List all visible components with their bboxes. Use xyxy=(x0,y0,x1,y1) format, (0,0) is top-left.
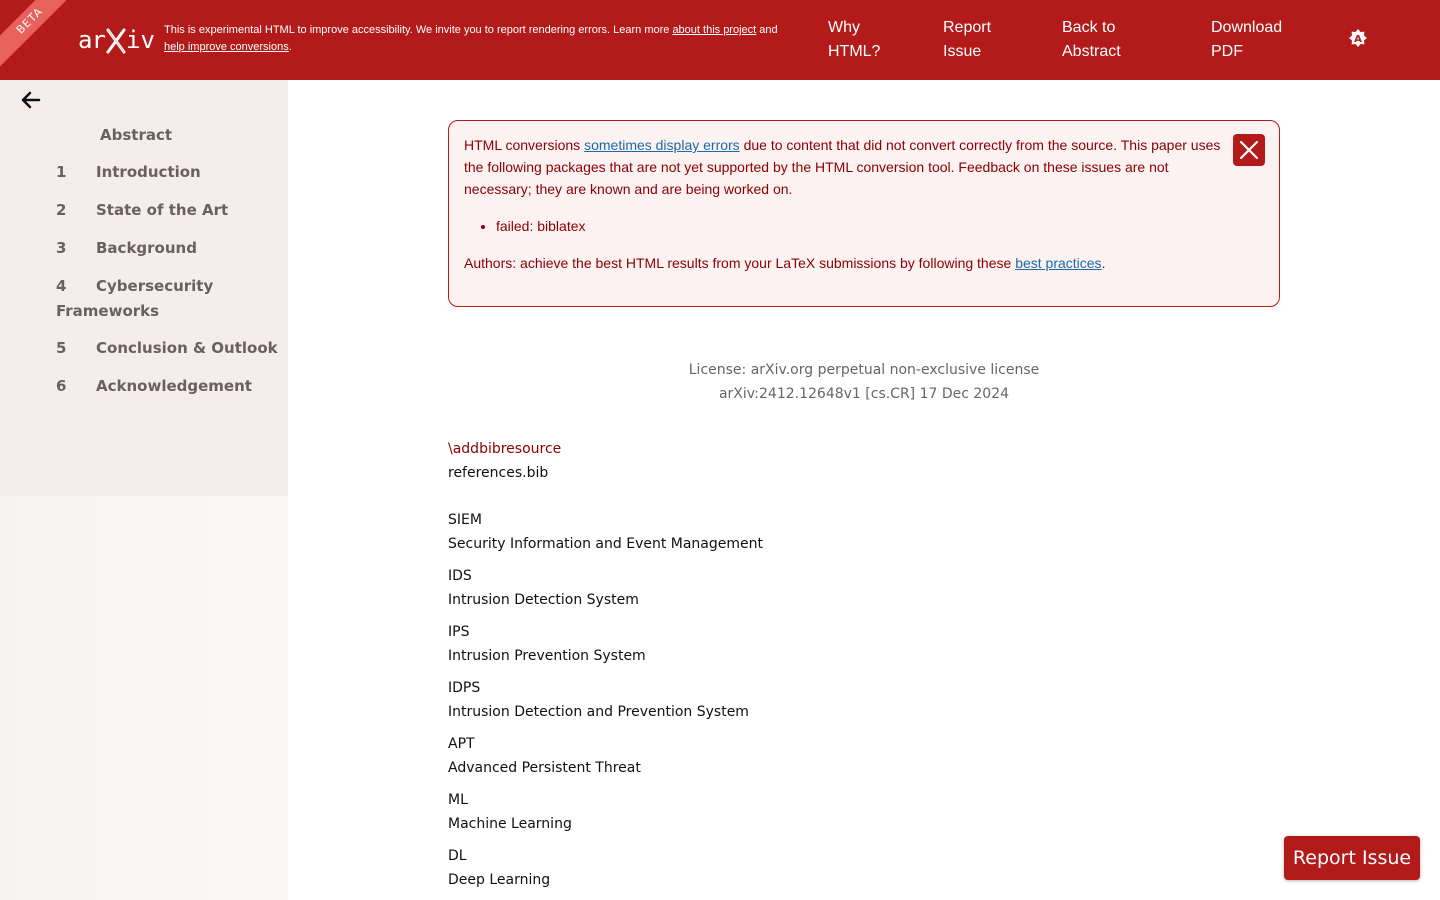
toc-label: Abstract xyxy=(100,126,173,144)
glossary-term: IDPS xyxy=(448,680,481,696)
glossary-term: APT xyxy=(448,736,475,752)
failed-package-item: • failed: biblatex xyxy=(496,215,1264,237)
report-issue-line1: Report xyxy=(943,19,992,36)
back-to-abstract-line1: Back to xyxy=(1062,19,1116,36)
conversion-errors-alert xyxy=(448,120,1280,307)
glossary-entry xyxy=(448,732,1148,788)
why-html-line1: Why xyxy=(828,19,860,36)
authors-end: . xyxy=(1101,255,1106,271)
glossary-definition: Intrusion Prevention System xyxy=(448,648,646,664)
close-alert-button[interactable] xyxy=(1233,134,1265,166)
glossary-term: DL xyxy=(448,848,467,864)
glossary-term: IPS xyxy=(448,624,470,640)
svg-text:ar: ar xyxy=(78,26,105,54)
toc-item-abstract[interactable] xyxy=(100,123,172,148)
toc-label: Introduction xyxy=(96,163,201,181)
glossary-entry xyxy=(448,844,1148,900)
download-pdf-link[interactable] xyxy=(1211,16,1282,64)
svg-text:iv: iv xyxy=(126,26,155,54)
toc-item-conclusion[interactable] xyxy=(56,336,278,361)
license-text: License: arXiv.org perpetual non-exclusive license xyxy=(688,362,1040,378)
download-pdf-line1: Download xyxy=(1211,19,1283,36)
glossary-entry xyxy=(448,508,1148,564)
bib-file: references.bib xyxy=(448,465,549,481)
glossary-entry xyxy=(448,676,1148,732)
help-improve-conversions-link[interactable]: help improve conversions xyxy=(164,41,289,53)
notice-text: This is experimental HTML to improve accessibility. We invite you to report rendering errors. Learn more xyxy=(164,24,673,36)
glossary-entry xyxy=(448,620,1148,676)
toc-label: Conclusion & Outlook xyxy=(96,339,278,357)
license-block xyxy=(448,358,1280,406)
glossary-entry xyxy=(448,788,1148,844)
failed-packages-list xyxy=(496,215,1264,237)
authors-message xyxy=(464,252,1224,274)
theme-toggle-icon[interactable] xyxy=(1348,28,1368,48)
authors-text: Authors: achieve the best HTML results from your LaTeX submissions by following these xyxy=(464,255,1016,271)
glossary-definition: Intrusion Detection System xyxy=(448,592,639,608)
glossary-definition: Advanced Persistent Threat xyxy=(448,760,641,776)
toc-number: 2 xyxy=(56,201,67,219)
glossary-entry xyxy=(448,564,1148,620)
glossary-definition: Deep Learning xyxy=(448,872,551,888)
bib-command: \addbibresource xyxy=(448,441,562,457)
sometimes-display-errors-link[interactable]: sometimes display errors xyxy=(584,137,740,153)
download-pdf-line2: PDF xyxy=(1211,43,1243,60)
close-icon xyxy=(1233,134,1265,166)
toc-item-acknowledgement[interactable] xyxy=(56,374,252,399)
arxiv-logo[interactable] xyxy=(78,22,155,58)
experimental-notice xyxy=(164,22,809,56)
glossary-term: SIEM xyxy=(448,512,482,528)
back-to-abstract-line2: Abstract xyxy=(1062,43,1121,60)
arrow-left-icon[interactable] xyxy=(20,90,42,110)
report-issue-line2: Issue xyxy=(943,43,982,60)
why-html-line2: HTML? xyxy=(828,43,881,60)
arxiv-identifier: arXiv:2412.12648v1 [cs.CR] 17 Dec 2024 xyxy=(718,386,1010,402)
toc-label: Background xyxy=(96,239,197,257)
toc-item-cybersecurity-frameworks[interactable] xyxy=(56,274,213,324)
back-to-abstract-link[interactable] xyxy=(1062,16,1121,64)
why-html-link[interactable] xyxy=(828,16,880,64)
alert-text-continued: due to content that did not convert correctly from the source. This paper uses the following packages that are not yet supported by the HTML conversion tool. Feedback on these issues are not necessary; they are known and are being worked on. xyxy=(464,137,1221,197)
report-issue-link[interactable] xyxy=(943,16,991,64)
alert-message xyxy=(464,134,1224,200)
toc-label-continued: Frameworks xyxy=(56,302,160,320)
glossary-term: ML xyxy=(448,792,468,808)
beta-ribbon: BETA xyxy=(0,0,80,71)
notice-end: . xyxy=(288,41,292,53)
toc-number: 1 xyxy=(56,163,67,181)
about-project-link[interactable]: about this project xyxy=(672,24,757,36)
toc-sidebar xyxy=(0,80,288,900)
notice-and: and xyxy=(756,24,778,36)
report-issue-button[interactable]: Report Issue xyxy=(1284,836,1420,880)
best-practices-link[interactable]: best practices xyxy=(1015,255,1102,271)
glossary-definition: Security Information and Event Management xyxy=(448,536,763,552)
toc-item-background[interactable] xyxy=(56,236,197,261)
toc-label: Acknowledgement xyxy=(96,377,252,395)
top-header-bar xyxy=(0,0,1440,80)
toc-number: 5 xyxy=(56,339,67,357)
toc-number: 6 xyxy=(56,377,67,395)
acronym-glossary xyxy=(448,508,1148,900)
toc-number: 3 xyxy=(56,239,67,257)
glossary-definition: Intrusion Detection and Prevention System xyxy=(448,704,749,720)
toc-label: Cybersecurity xyxy=(96,277,214,295)
glossary-definition: Machine Learning xyxy=(448,816,572,832)
alert-text: HTML conversions xyxy=(464,137,585,153)
glossary-term: IDS xyxy=(448,568,472,584)
toc-item-introduction[interactable] xyxy=(56,160,201,185)
toc-item-state-of-the-art[interactable] xyxy=(56,198,228,223)
toc-number: 4 xyxy=(56,277,67,295)
toc-label: State of the Art xyxy=(96,201,229,219)
svg-text:A: A xyxy=(1354,34,1362,45)
